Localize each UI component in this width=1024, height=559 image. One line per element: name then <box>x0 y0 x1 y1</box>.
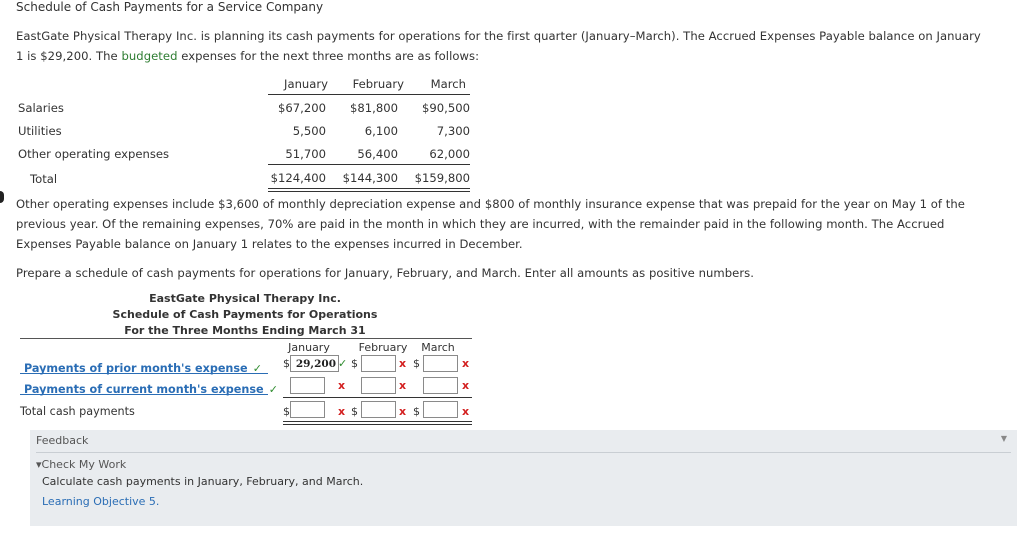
total-double-rule <box>268 188 470 192</box>
para2-line-3: Expenses Payable balance on January 1 relates to the expenses incurred in December. <box>16 237 523 251</box>
mar-prior-input[interactable] <box>423 355 458 372</box>
feedback-title[interactable]: Feedback <box>36 434 89 447</box>
x-icon: x <box>462 357 470 370</box>
budget-cell: $81,800 <box>350 101 398 115</box>
schedule-period: For the Three Months Ending March 31 <box>124 324 366 337</box>
x-icon: x <box>338 379 346 392</box>
check-my-work-label: Check My Work <box>41 458 127 471</box>
budgeted-link[interactable]: budgeted <box>121 49 178 63</box>
budget-cell: 7,300 <box>436 124 470 138</box>
check-my-work-toggle[interactable] <box>36 458 126 471</box>
x-icon: x <box>399 357 407 370</box>
budget-row-label: Utilities <box>18 124 62 138</box>
learning-objective-link[interactable]: Learning Objective 5. <box>42 495 160 508</box>
dollar-sign: $ <box>413 405 420 418</box>
instruction-text: Prepare a schedule of cash payments for operations for January, February, and March. Enter all amounts as positive numbers. <box>16 266 754 280</box>
budget-cell: 62,000 <box>429 147 470 161</box>
x-icon: x <box>399 379 407 392</box>
budget-total-cell: $124,400 <box>270 171 326 185</box>
subtotal-rule <box>268 164 470 165</box>
intro-line-1: EastGate Physical Therapy Inc. is planning its cash payments for operations for the first quarter (January–March). The Accrued Expenses Payable balance on January <box>16 29 981 43</box>
check-icon: ✓ <box>268 383 278 396</box>
schedule-rule <box>20 338 472 339</box>
jan-current-input[interactable] <box>290 377 325 394</box>
feedback-panel <box>30 430 1017 526</box>
check-icon: ✓ <box>252 362 262 375</box>
check-icon: ✓ <box>338 357 348 370</box>
current-month-row-label[interactable] <box>24 378 278 397</box>
chevron-down-icon[interactable]: ▼ <box>1000 434 1007 443</box>
x-icon: x <box>462 405 470 418</box>
subtotal-rule <box>283 397 472 398</box>
x-icon: x <box>462 379 470 392</box>
schedule-name: Schedule of Cash Payments for Operations <box>112 308 378 321</box>
budget-total-cell: $144,300 <box>342 171 398 185</box>
budget-total-label: Total <box>30 172 58 186</box>
feb-total-input[interactable] <box>361 401 396 418</box>
budget-total-cell: $159,800 <box>414 171 470 185</box>
dollar-sign: $ <box>351 405 358 418</box>
feedback-text: Calculate cash payments in January, February, and March. <box>42 475 364 488</box>
mar-total-input[interactable] <box>423 401 458 418</box>
mar-current-input[interactable] <box>423 377 458 394</box>
budget-cell: 6,100 <box>364 124 398 138</box>
dollar-sign: $ <box>283 405 290 418</box>
feb-prior-input[interactable] <box>361 355 396 372</box>
feedback-divider <box>36 452 1011 453</box>
budget-cell: 5,500 <box>292 124 326 138</box>
schedule-header-march: March <box>421 341 455 354</box>
budget-cell: $90,500 <box>422 101 470 115</box>
prior-month-row-label[interactable] <box>24 357 262 376</box>
budget-row-label: Salaries <box>18 101 64 115</box>
prior-month-label[interactable]: Payments of prior month's expense <box>24 362 248 375</box>
para2-line-1: Other operating expenses include $3,600 of monthly depreciation expense and $800 of monthly insurance expense that was prepaid for the year on May 1 of the <box>16 197 965 211</box>
page-title: Schedule of Cash Payments for a Service Company <box>16 0 324 14</box>
total-cash-payments-label: Total cash payments <box>20 405 135 418</box>
caret-down-icon: ▾ <box>36 458 42 471</box>
budget-cell: 56,400 <box>357 147 398 161</box>
dollar-sign: $ <box>351 357 358 370</box>
dollar-sign: $ <box>413 357 420 370</box>
current-month-label[interactable]: Payments of current month's expense <box>24 383 264 396</box>
x-icon: x <box>399 405 407 418</box>
x-icon: x <box>338 405 346 418</box>
header-rule <box>268 94 470 95</box>
intro-text-end: expenses for the next three months are as follows: <box>177 49 480 63</box>
intro-line-2 <box>16 46 479 66</box>
budget-cell: 51,700 <box>285 147 326 161</box>
schedule-header-february: February <box>358 341 408 354</box>
jan-prior-input[interactable] <box>290 355 339 372</box>
intro-text: 1 is $29,200. The <box>16 49 122 63</box>
budget-cell: $67,200 <box>278 101 326 115</box>
budget-row-label: Other operating expenses <box>18 147 170 161</box>
dollar-sign: $ <box>283 357 290 370</box>
budget-header-january: January <box>284 77 328 91</box>
budget-header-march: March <box>430 77 466 91</box>
jan-total-input[interactable] <box>290 401 325 418</box>
schedule-company: EastGate Physical Therapy Inc. <box>149 292 341 305</box>
schedule-header-january: January <box>288 341 330 354</box>
scroll-marker <box>0 191 4 203</box>
para2-line-2: previous year. Of the remaining expenses, 70% are paid in the month in which they are incurred, with the remainder paid in the following month. The Accrued <box>16 217 945 231</box>
budget-header-february: February <box>352 77 404 91</box>
total-double-rule <box>283 421 472 425</box>
feb-current-input[interactable] <box>361 377 396 394</box>
